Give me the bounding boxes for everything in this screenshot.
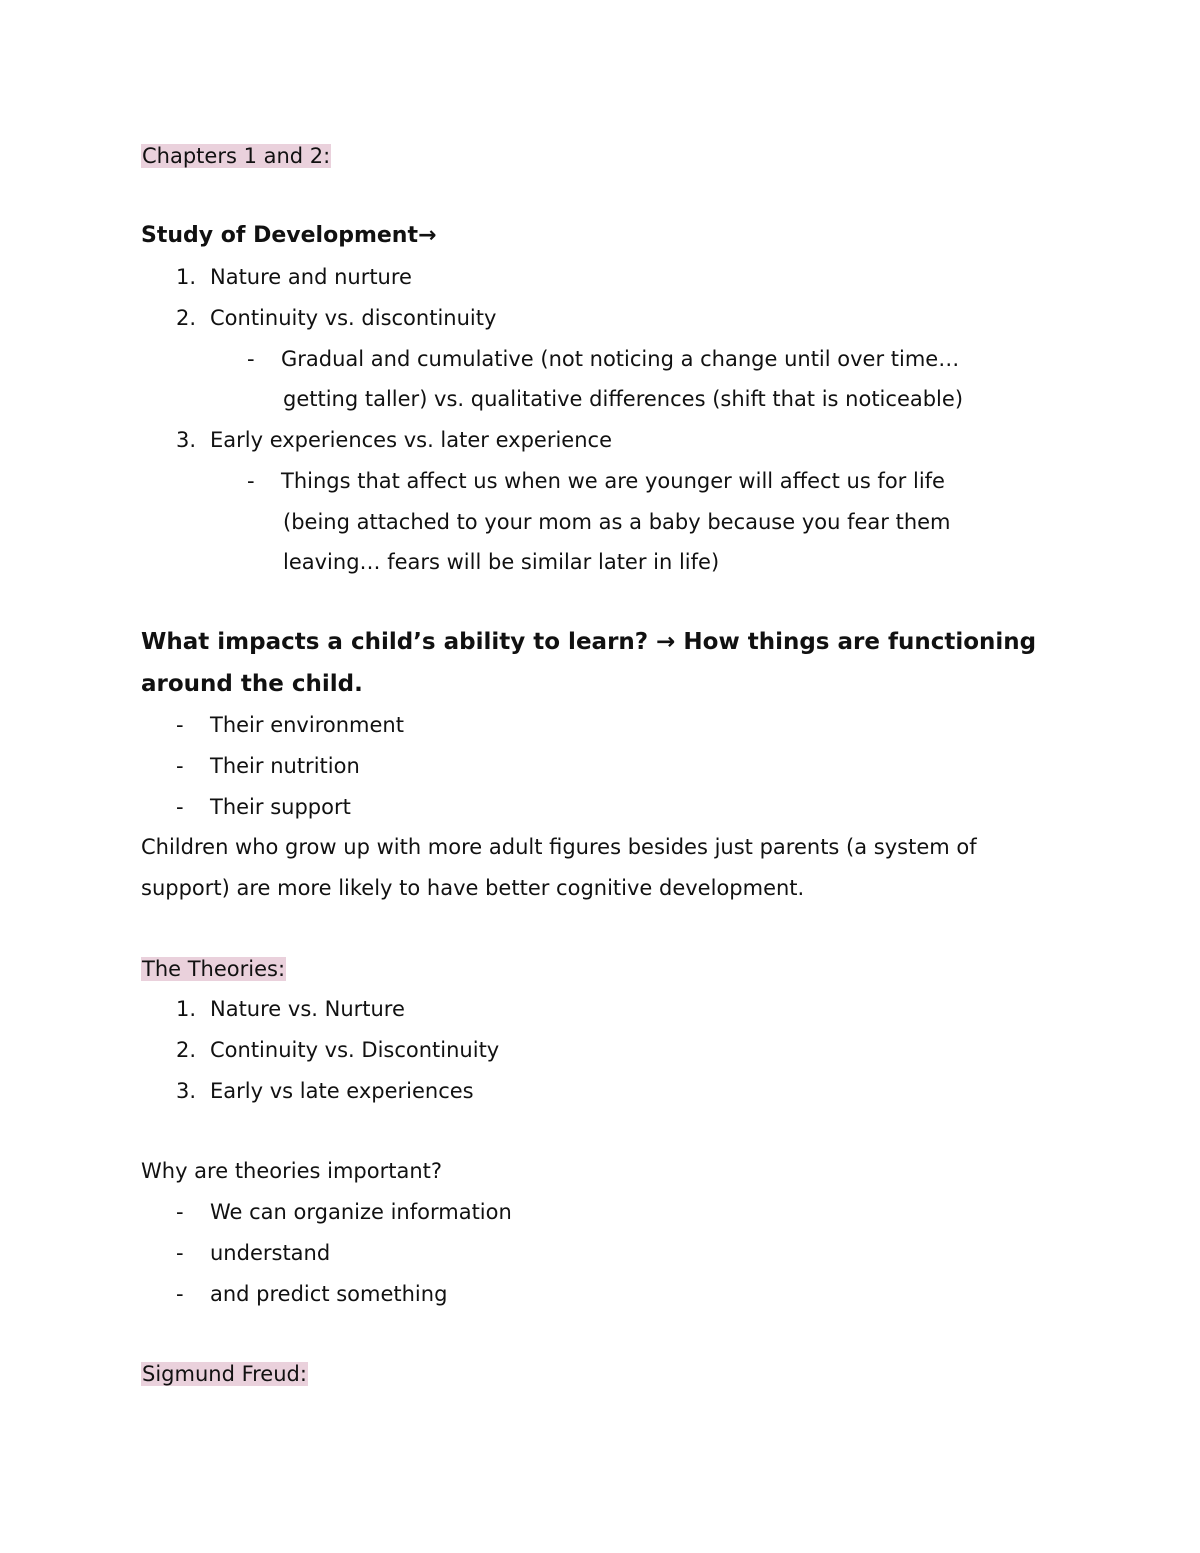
paragraph-line: Children who grow up with more adult figures besides just parents (a system of (141, 835, 977, 859)
learning-heading-line1: What impacts a child’s ability to learn? → How things are functioning (141, 629, 1037, 655)
sub-list-item-continuation: getting taller) vs. qualitative differences (shift that is noticeable) (283, 387, 964, 411)
list-item: - We can organize information (176, 1200, 512, 1224)
chapters-heading-text: Chapters 1 and 2: (142, 144, 331, 168)
list-item: 1. Nature vs. Nurture (176, 997, 405, 1021)
sub-list-item: - Gradual and cumulative (not noticing a change until over time… (247, 347, 960, 371)
paragraph-line: support) are more likely to have better cognitive development. (141, 876, 805, 900)
sub-list-item: - Things that affect us when we are younger will affect us for life (247, 469, 945, 493)
list-item: 2. Continuity vs. Discontinuity (176, 1038, 500, 1062)
sub-list-item-continuation: leaving… fears will be similar later in life) (283, 550, 720, 574)
freud-heading-text: Sigmund Freud: (142, 1362, 307, 1386)
learning-heading-line2: around the child. (141, 671, 363, 697)
theories-heading (141, 949, 286, 989)
list-item: - Their environment (176, 713, 404, 737)
list-item: - Their nutrition (176, 754, 360, 778)
list-item: - and predict something (176, 1282, 448, 1306)
list-item: - understand (176, 1241, 331, 1265)
chapters-heading (141, 136, 331, 176)
list-item: 2. Continuity vs. discontinuity (176, 306, 497, 330)
freud-heading (141, 1354, 308, 1394)
why-theories-heading: Why are theories important? (141, 1159, 443, 1183)
list-item: 1. Nature and nurture (176, 265, 412, 289)
list-item: - Their support (176, 795, 351, 819)
list-item: 3. Early experiences vs. later experience (176, 428, 612, 452)
sub-list-item-continuation: (being attached to your mom as a baby because you fear them (283, 510, 951, 534)
list-item: 3. Early vs late experiences (176, 1079, 474, 1103)
study-of-development-heading: Study of Development→ (141, 223, 437, 248)
theories-heading-text: The Theories: (142, 957, 286, 981)
